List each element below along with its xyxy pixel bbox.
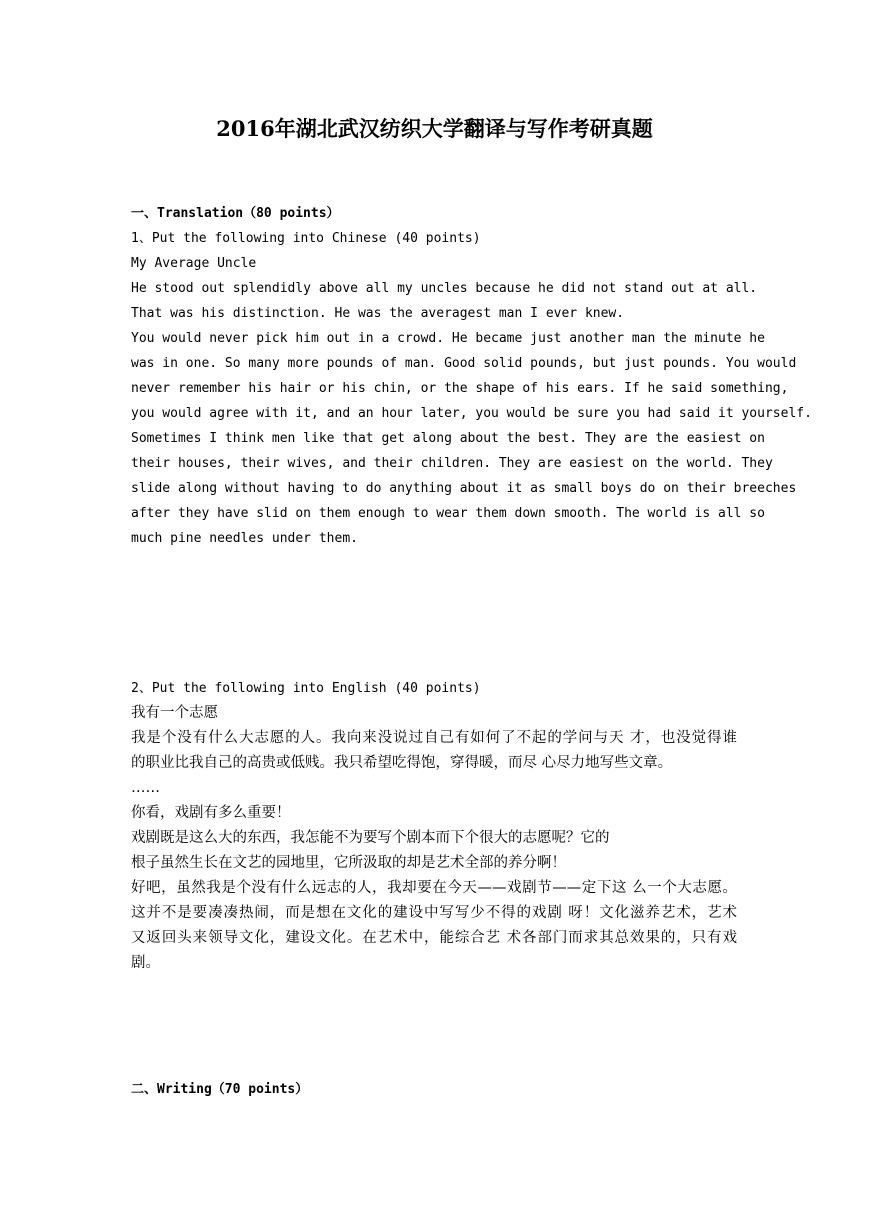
passage-line: their houses, their wives, and their children. They are easiest on the world. They — [131, 456, 773, 471]
passage-line: Sometimes I think men like that get along about the best. They are the easiest on — [131, 431, 765, 446]
passage-line: never remember his hair or his chin, or the shape of his ears. If he said something, — [131, 381, 789, 396]
passage-line: after they have slid on them enough to wear them down smooth. The world is all so — [131, 506, 765, 521]
passage-line: 这并不是要凑凑热闹，而是想在文化的建设中写写少不得的戏剧 呀！文化滋养艺术，艺术 — [131, 905, 737, 921]
passage-line: you would agree with it, and an hour later, you would be sure you had said it yourself. — [131, 406, 812, 421]
passage-line: much pine needles under them. — [131, 531, 358, 546]
passage-line: He stood out splendidly above all my uncles because he did not stand out at all. — [131, 281, 758, 296]
passage-line: …… — [131, 780, 160, 796]
passage-line: You would never pick him out in a crowd. He became just another man the minute he — [131, 331, 765, 346]
passage-line: 的职业比我自己的高贵或低贱。我只希望吃得饱，穿得暖，而尽 心尽力地写些文章。 — [131, 755, 673, 771]
passage-line: was in one. So many more pounds of man. Good solid pounds, but just pounds. You would — [131, 356, 797, 371]
passage-line: slide along without having to do anything about it as small boys do on their breeches — [131, 481, 797, 496]
passage-line: 好吧，虽然我是个没有什么远志的人，我却要在今天——戏剧节——定下这 么一个大志愿。 — [131, 880, 737, 896]
section-heading-writing: 二、Writing（70 points） — [131, 1082, 309, 1097]
passage-line: 你看，戏剧有多么重要！ — [131, 805, 291, 821]
part1-instruction: 1、Put the following into Chinese (40 points) — [131, 231, 481, 246]
part2-passage-title: 我有一个志愿 — [131, 705, 218, 721]
passage-line: That was his distinction. He was the averagest man I ever knew. — [131, 306, 625, 321]
section-heading-translation: 一、Translation（80 points） — [131, 206, 340, 221]
passage-line: 戏剧既是这么大的东西，我怎能不为要写个剧本而下个很大的志愿呢？它的 — [131, 830, 610, 846]
passage-line: 根子虽然生长在文艺的园地里，它所汲取的却是艺术全部的养分啊！ — [131, 855, 566, 871]
part1-passage-title: My Average Uncle — [131, 256, 257, 271]
part2-block — [131, 676, 737, 976]
passage-line: 我是个没有什么大志愿的人。我向来没说过自己有如何了不起的学问与天 才，也没觉得谁 — [131, 730, 737, 746]
page-title: 2016年湖北武汉纺织大学翻译与写作考研真题 — [216, 116, 653, 141]
passage-line: 剧。 — [131, 955, 160, 971]
part2-instruction: 2、Put the following into English (40 points) — [131, 681, 481, 696]
section-translation — [131, 201, 812, 551]
section-writing — [131, 1077, 737, 1102]
passage-line: 又返回头来领导文化，建设文化。在艺术中，能综合艺 术各部门而求其总效果的，只有戏 — [131, 930, 737, 946]
